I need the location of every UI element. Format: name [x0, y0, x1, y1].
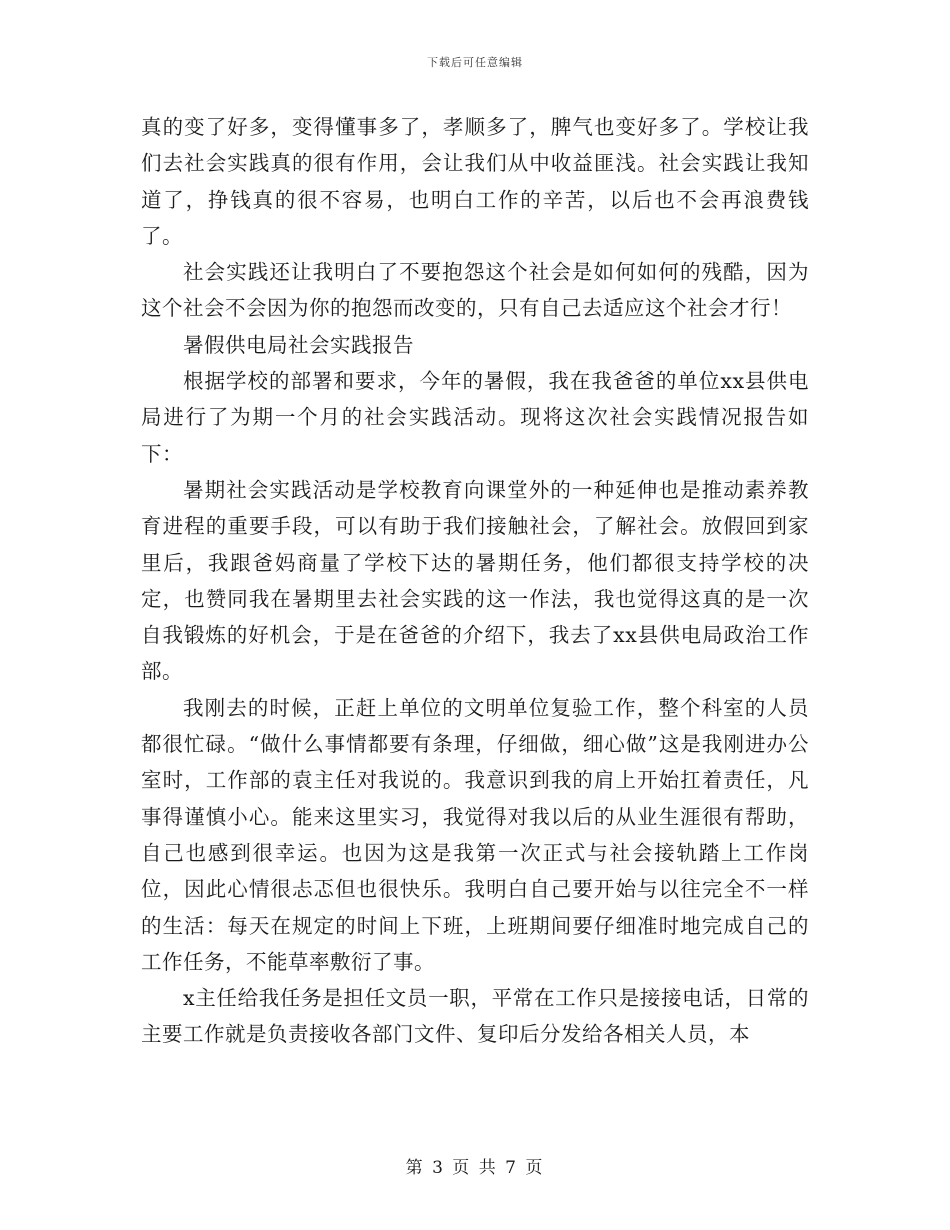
paragraph: 社会实践还让我明白了不要抱怨这个社会是如何如何的残酷，因为这个社会不会因为你的抱怨而改变的，只有自己去适应这个社会才行！ [141, 260, 809, 321]
paragraph: 我刚去的时候，正赶上单位的文明单位复验工作，整个科室的人员都很忙碌。“做什么事情都要有条理，仔细做，细心做”这是我刚进办公室时，工作部的袁主任对我说的。我意识到我的肩上开始扛着责任，凡事得谨慎小心。能来这里实习，我觉得对我以后的从业生涯很有帮助，自己也感到很幸运。也因为这是我第一次正式与社会接轨踏上工作岗位，因此心情很忐忑但也很快乐。我明白自己要开始与以往完全不一样的生活：每天在规定的时间上下班，上班期间要仔细准时地完成自己的工作任务，不能草率敷衍了事。 [141, 695, 809, 974]
page-number: 第 3 页 共 7 页 [405, 1158, 545, 1178]
section-title: 暑假供电局社会实践报告 [183, 332, 414, 357]
page-header: 下载后可任意编辑 [427, 56, 523, 69]
paragraph: 暑期社会实践活动是学校教育向课堂外的一种延伸也是推动素养教育进程的重要手段，可以有助于我们接触社会，了解社会。放假回到家里后，我跟爸妈商量了学校下达的暑期任务，他们都很支持学校的决定，也赞同我在暑期里去社会实践的这一作法，我也觉得这真的是一次自我锻炼的好机会，于是在爸爸的介绍下，我去了xx县供电局政治工作部。 [141, 477, 809, 684]
paragraph: x主任给我任务是担任文员一职，平常在工作只是接接电话，日常的主要工作就是负责接收各部门文件、复印后分发给各相关人员，本 [141, 986, 809, 1047]
paragraph: 根据学校的部署和要求，今年的暑假，我在我爸爸的单位xx县供电局进行了为期一个月的社会实践活动。现将这次社会实践情况报告如下： [141, 369, 809, 466]
paragraph-continuation: 真的变了好多，变得懂事多了，孝顺多了，脾气也变好多了。学校让我们去社会实践真的很有作用，会让我们从中收益匪浅。社会实践让我知道了，挣钱真的很不容易，也明白工作的辛苦，以后也不会再浪费钱了。 [141, 115, 809, 248]
document-body [141, 109, 809, 1053]
